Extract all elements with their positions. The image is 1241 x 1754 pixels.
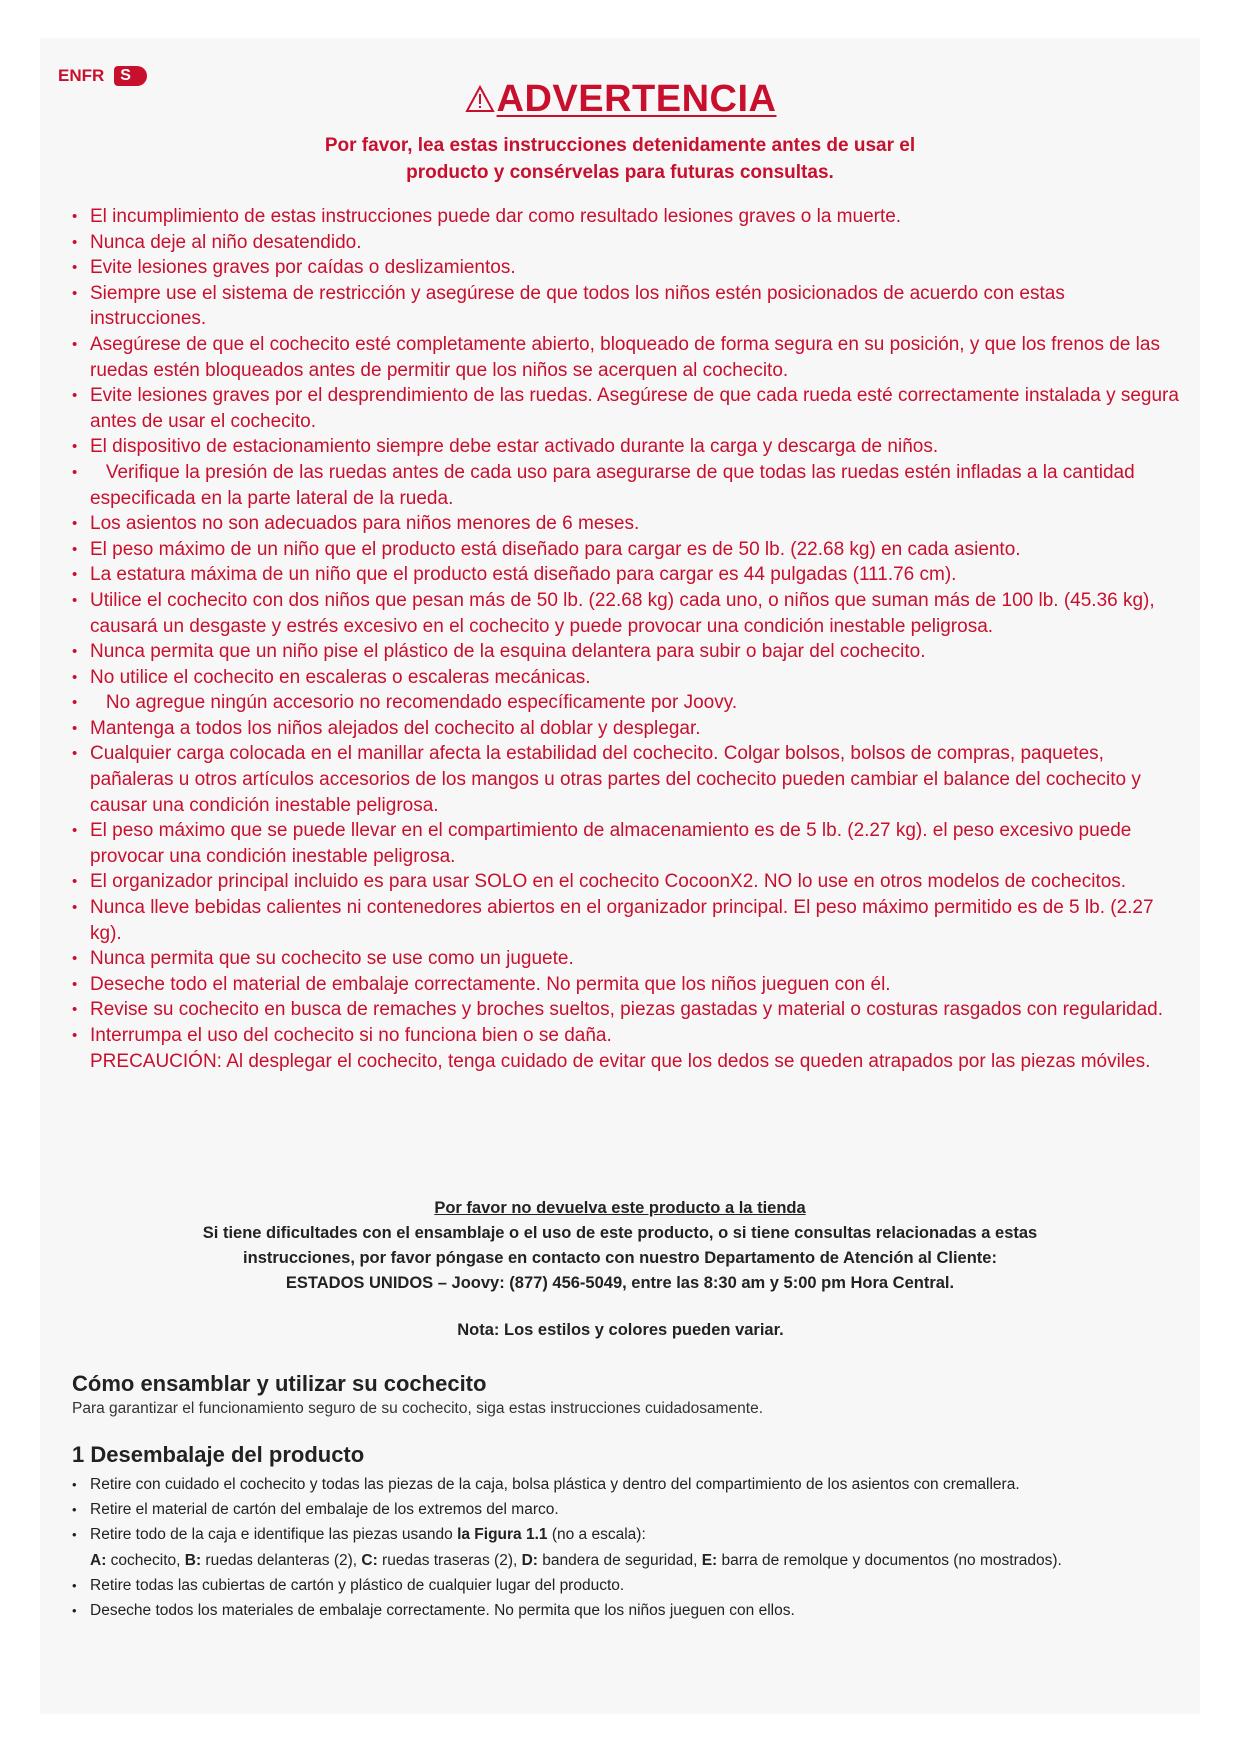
figure-reference: la Figura 1.1 xyxy=(457,1526,548,1544)
warning-item: • Interrumpa el uso del cochecito si no funciona bien o se daña. xyxy=(72,1023,1180,1049)
warning-item: • La estatura máxima de un niño que el producto está diseñado para cargar es 44 pulgadas (111.76 cm). xyxy=(72,562,1180,588)
warning-item: • Nunca lleve bebidas calientes ni contenedores abiertos en el organizador principal. El peso máximo permitido es de 5 lb. (2.27 kg). xyxy=(72,895,1180,946)
unpacking-item xyxy=(72,1522,1172,1547)
warning-item: • Cualquier carga colocada en el manillar afecta la estabilidad del cochecito. Colgar bolsos, bolsos de compras, paquetes, pañaleras u otros artículos accesorios de los mangos u otras partes del cochecito pueden cambiar el balance del cochecito y causar una condición inestable peligrosa. xyxy=(72,741,1180,818)
warning-item: • Nunca permita que un niño pise el plástico de la esquina delantera para subir o bajar del cochecito. xyxy=(72,639,1180,665)
warning-title xyxy=(0,78,1241,123)
unpacking-item-text: (no a escala): xyxy=(547,1526,646,1544)
warning-title-text: ADVERTENCIA xyxy=(496,78,777,120)
part-description: barra de remolque y documentos (no mostrados). xyxy=(717,1551,1062,1569)
warning-item: • Evite lesiones graves por el desprendimiento de las ruedas. Asegúrese de que cada rueda esté correctamente instalada y segura antes de usar el cochecito. xyxy=(72,383,1180,434)
language-prefix: ENFR xyxy=(58,66,105,85)
warning-subtitle xyxy=(200,132,1040,186)
parts-list xyxy=(72,1548,1172,1573)
warning-subtitle-line: producto y consérvelas para futuras consultas. xyxy=(406,162,834,183)
warning-item: • El organizador principal incluido es para usar SOLO en el cochecito CocoonX2. NO lo use en otros modelos de cochecitos. xyxy=(72,869,1180,895)
warning-item: • Deseche todo el material de embalaje correctamente. No permita que los niños jueguen con él. xyxy=(72,972,1180,998)
part-description: bandera de seguridad, xyxy=(537,1551,702,1569)
unpacking-list xyxy=(72,1472,1172,1623)
unpacking-item: • Retire con cuidado el cochecito y todas las piezas de la caja, bolsa plástica y dentro del compartimiento de los asientos con cremallera. xyxy=(72,1472,1172,1497)
part-label: C: xyxy=(361,1551,378,1569)
part-label: D: xyxy=(521,1551,538,1569)
assembly-heading: Cómo ensamblar y utilizar su cochecito xyxy=(72,1371,487,1396)
part-label: A: xyxy=(90,1551,107,1569)
warning-item: • El peso máximo de un niño que el producto está diseñado para cargar es de 50 lb. (22.68 kg) en cada asiento. xyxy=(72,537,1180,563)
warning-item: • Mantenga a todos los niños alejados del cochecito al doblar y desplegar. xyxy=(72,716,1180,742)
part-description: cochecito, xyxy=(106,1551,185,1569)
warning-subtitle-line: Por favor, lea estas instrucciones detenidamente antes de usar el xyxy=(324,135,916,156)
warning-item: • Utilice el cochecito con dos niños que pesan más de 50 lb. (22.68 kg) cada uno, o niños que suman más de 100 lb. (45.36 kg), causará un desgaste y estrés excesivo en el cochecito y puede provocar una condición inestable peligrosa. xyxy=(72,588,1180,639)
warning-triangle-icon xyxy=(465,80,495,123)
language-badge: S xyxy=(114,66,147,86)
part-description: ruedas delanteras (2), xyxy=(201,1551,362,1569)
assembly-intro: Para garantizar el funcionamiento seguro de su cochecito, siga estas instrucciones cuidadosamente. xyxy=(72,1400,764,1417)
warning-item: • El peso máximo que se puede llevar en el compartimiento de almacenamiento es de 5 lb. (2.27 kg). el peso excesivo puede provocar una condición inestable peligrosa. xyxy=(72,818,1180,869)
warning-item: • No utilice el cochecito en escaleras o escaleras mecánicas. xyxy=(72,665,1180,691)
warning-item: • Siempre use el sistema de restricción y asegúrese de que todos los niños estén posicionados de acuerdo con estas instrucciones. xyxy=(72,281,1180,332)
warning-list xyxy=(72,204,1180,1074)
store-return-notice xyxy=(100,1196,1140,1296)
warning-item: • Revise su cochecito en busca de remaches y broches sueltos, piezas gastadas y material o costuras rasgados con regularidad. xyxy=(72,997,1180,1023)
warning-item: • Asegúrese de que el cochecito esté completamente abierto, bloqueado de forma segura en su posición, y que los frenos de las ruedas estén bloqueados antes de permitir que los niños se acerquen al cochecito. xyxy=(72,332,1180,383)
caution-item: PRECAUCIÓN: Al desplegar el cochecito, tenga cuidado de evitar que los dedos se queden atrapados por las piezas móviles. xyxy=(90,1050,1151,1072)
warning-item: • El incumplimiento de estas instrucciones puede dar como resultado lesiones graves o la muerte. xyxy=(72,204,1180,230)
unpacking-item-text: Retire todo de la caja e identifique las piezas usando xyxy=(90,1526,458,1544)
store-notice-heading: Por favor no devuelva este producto a la tienda xyxy=(434,1199,806,1217)
warning-item: • Los asientos no son adecuados para niños menores de 6 meses. xyxy=(72,511,1180,537)
warning-item: • Evite lesiones graves por caídas o deslizamientos. xyxy=(72,255,1180,281)
part-label: B: xyxy=(184,1551,202,1569)
unpacking-item: • Deseche todos los materiales de embalaje correctamente. No permita que los niños jueguen con ellos. xyxy=(72,1598,1172,1623)
unpacking-item: • Retire todas las cubiertas de cartón y plástico de cualquier lugar del producto. xyxy=(72,1573,1172,1598)
store-notice-line: instrucciones, por favor póngase en contacto con nuestro Departamento de Atención al Cliente: xyxy=(243,1249,997,1267)
unpacking-heading: 1 Desembalaje del producto xyxy=(72,1442,365,1467)
warning-item: • El dispositivo de estacionamiento siempre debe estar activado durante la carga y descarga de niños. xyxy=(72,434,1180,460)
warning-item: • No agregue ningún accesorio no recomendado específicamente por Joovy. xyxy=(72,690,1180,716)
warning-item: • Verifique la presión de las ruedas antes de cada uso para asegurarse de que todas las ruedas estén infladas a la cantidad especificada en la parte lateral de la rueda. xyxy=(72,460,1180,511)
unpacking-item: • Retire el material de cartón del embalaje de los extremos del marco. xyxy=(72,1497,1172,1522)
part-description: ruedas traseras (2), xyxy=(377,1551,522,1569)
part-label: E: xyxy=(701,1551,718,1569)
customer-service-contact: ESTADOS UNIDOS – Joovy: (877) 456-5049, entre las 8:30 am y 5:00 pm Hora Central. xyxy=(285,1274,955,1292)
warning-item: • Nunca permita que su cochecito se use como un juguete. xyxy=(72,946,1180,972)
warning-item: • Nunca deje al niño desatendido. xyxy=(72,230,1180,256)
store-notice-line: Si tiene dificultades con el ensamblaje o el uso de este producto, o si tiene consultas relacionadas a estas xyxy=(202,1224,1038,1242)
styles-note: Nota: Los estilos y colores pueden variar. xyxy=(457,1321,784,1339)
